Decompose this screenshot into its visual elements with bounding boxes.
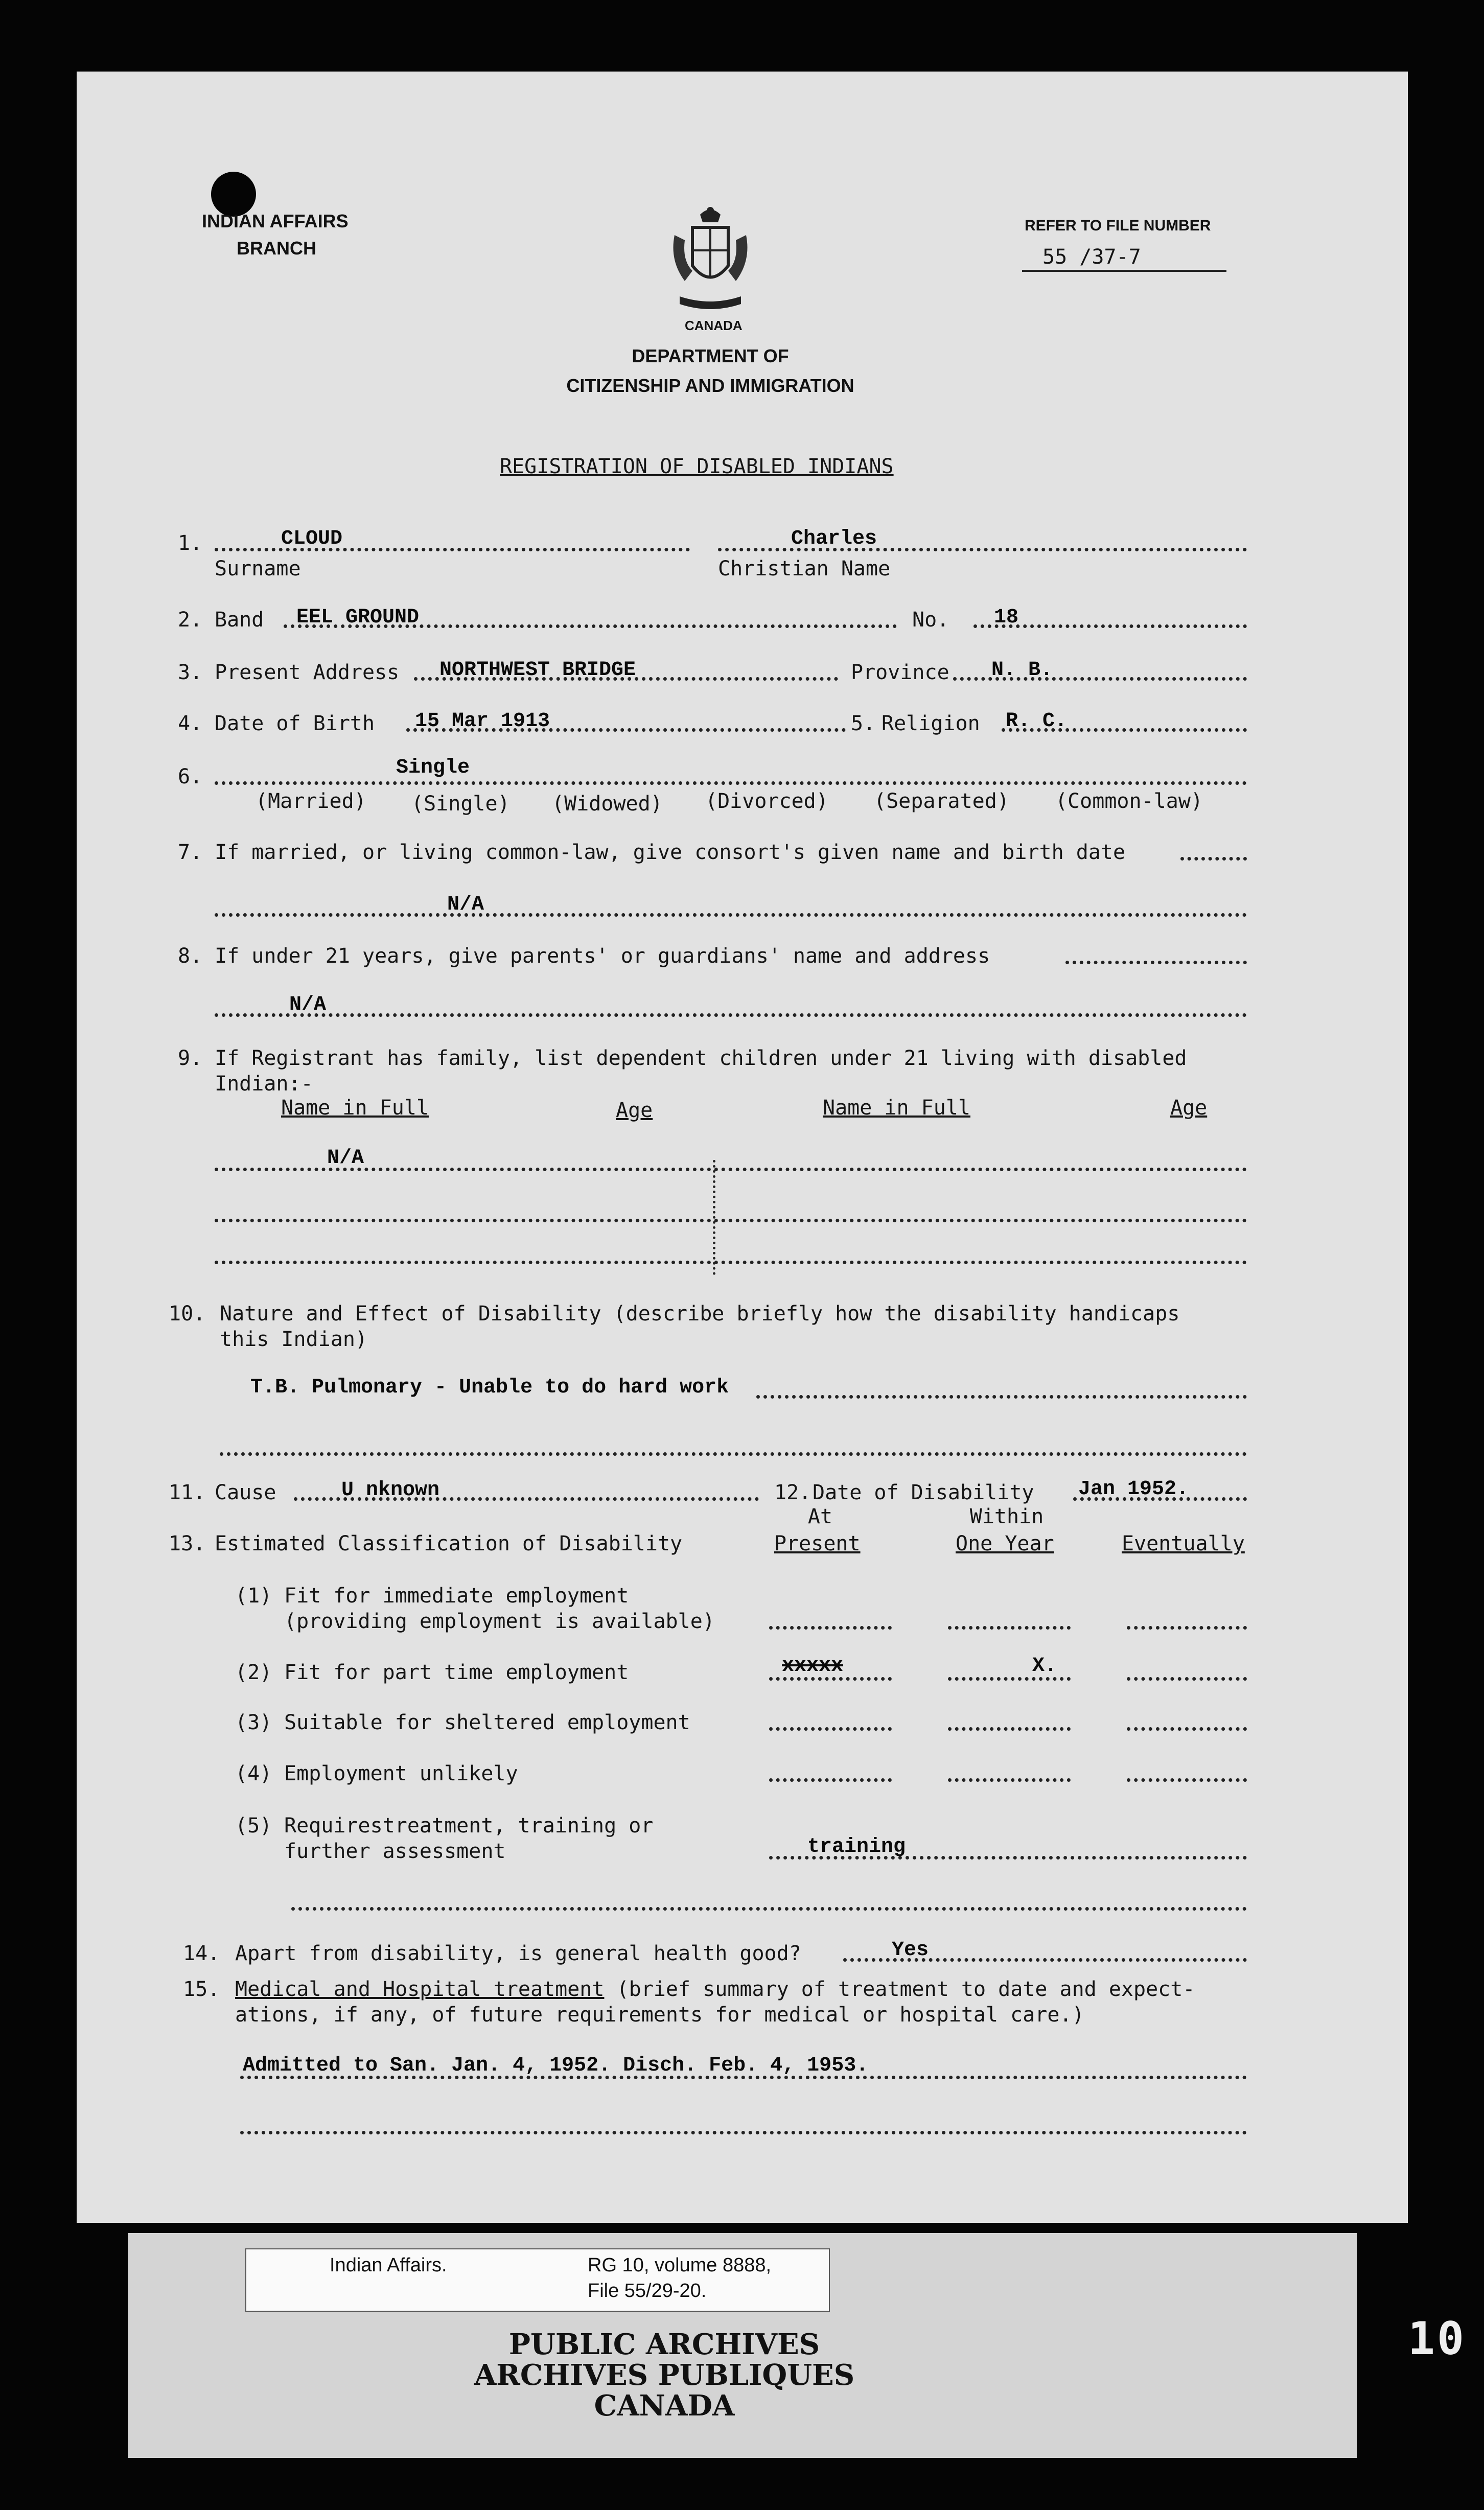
q11-label: Cause: [215, 1481, 276, 1504]
q9-col-age-right: Age: [1170, 1096, 1208, 1120]
q5-number: 5.: [851, 712, 876, 735]
q13-item3-year: [948, 1727, 1071, 1731]
q13-item2-present: [769, 1677, 892, 1681]
q13-item2-line1: Fit for part time employment: [284, 1661, 629, 1684]
q9-col-name-left: Name in Full: [281, 1096, 429, 1120]
coat-of-arms-icon: [664, 204, 756, 322]
q13-item4-present: [769, 1778, 892, 1782]
file-ref-label: REFER TO FILE NUMBER: [1025, 217, 1211, 234]
q2-band-value: EEL GROUND: [296, 606, 420, 629]
q1-christian-label: Christian Name: [718, 557, 891, 580]
q1-surname-label: Surname: [215, 557, 301, 580]
q1-surname-value: CLOUD: [281, 527, 343, 550]
q13-item4-eventually: [1127, 1778, 1247, 1782]
q8-answer-line: [215, 1013, 1247, 1017]
q14-number: 14.: [183, 1942, 220, 1965]
q4-number: 4.: [178, 712, 203, 735]
q7-label-leader: [1180, 857, 1247, 861]
q11-number: 11.: [169, 1481, 206, 1504]
q8-label: If under 21 years, give parents' or guardians' name and address: [215, 944, 990, 968]
q13-item4-line1: Employment unlikely: [284, 1762, 518, 1785]
q10-answer-line-2: [220, 1452, 1247, 1456]
q13-item3-eventually: [1127, 1727, 1247, 1731]
q5-religion-value: R. C.: [1006, 710, 1068, 733]
q15-number: 15.: [183, 1978, 220, 2001]
q13-item1-eventually: [1127, 1626, 1247, 1630]
q15-value: Admitted to San. Jan. 4, 1952. Disch. Feb. 4, 1953.: [243, 2054, 869, 2077]
q3-number: 3.: [178, 661, 203, 684]
q9-col-age-left: Age: [616, 1099, 653, 1122]
q12-label: Date of Disability: [813, 1481, 1034, 1504]
q10-label-line1: Nature and Effect of Disability (describe briefly how the disability handicaps: [220, 1302, 1180, 1326]
q6-number: 6.: [178, 765, 203, 788]
q6-option-common-law: (Common-law): [1055, 789, 1203, 813]
q10-value: T.B. Pulmonary - Unable to do hard work: [250, 1376, 729, 1399]
q12-value: Jan 1952.: [1078, 1478, 1189, 1501]
department-line1: DEPARTMENT OF: [632, 345, 789, 366]
q15-answer-line-2: [240, 2131, 1247, 2134]
q9-row-line-1: [215, 1168, 1247, 1171]
q13-item2-year-mark: X.: [1032, 1655, 1057, 1678]
q7-label: If married, or living common-law, give consort's given name and birth date: [215, 841, 1126, 864]
q9-col-name-right: Name in Full: [823, 1096, 970, 1120]
q9-label-line2: Indian:-: [215, 1072, 313, 1096]
file-ref-underline: [1022, 270, 1226, 272]
q6-option-separated: (Separated): [874, 789, 1009, 813]
q6-option-widowed: (Widowed): [552, 792, 663, 816]
q10-label-line2: this Indian): [220, 1328, 367, 1351]
q6-status-line: [215, 781, 1247, 785]
q13-col2-line1: Within: [969, 1505, 1044, 1528]
q11-value: U nknown: [341, 1479, 440, 1502]
q2-no-value: 18: [994, 606, 1019, 629]
q9-row-line-2: [215, 1219, 1247, 1222]
form-title: REGISTRATION OF DISABLED INDIANS: [500, 455, 894, 478]
q13-item5-line1: Requirestreatment, training or: [284, 1814, 654, 1838]
q13-col2-line2: One Year: [956, 1532, 1054, 1555]
archive-stamp-line2: ARCHIVES PUBLIQUES: [474, 2358, 855, 2392]
q7-answer-line: [215, 913, 1247, 917]
q13-label: Estimated Classification of Disability: [215, 1532, 683, 1555]
q13-item1-line1: Fit for immediate employment: [284, 1584, 629, 1608]
q15-label-line2: ations, if any, of future requirements for medical or hospital care.): [235, 2003, 1084, 2027]
archive-file: File 55/29-20.: [588, 2280, 707, 2302]
archive-stamp-line1: PUBLIC ARCHIVES: [508, 2328, 820, 2361]
branch-name-line1: INDIAN AFFAIRS: [202, 211, 349, 231]
q13-item3-number: (3): [235, 1711, 272, 1734]
q10-answer-line-1: [756, 1395, 1247, 1399]
punch-hole: [211, 172, 256, 217]
department-line2: CITIZENSHIP AND IMMIGRATION: [566, 375, 854, 396]
q13-item5-answer-line-2: [291, 1907, 1247, 1911]
q13-item1-number: (1): [235, 1584, 272, 1608]
q13-item4-year: [948, 1778, 1071, 1782]
q13-item3-present: [769, 1727, 892, 1731]
archive-volume: RG 10, volume 8888,: [588, 2255, 772, 2276]
archive-fonds: Indian Affairs.: [330, 2255, 447, 2276]
q15-label-underlined: Medical and Hospital treatment: [235, 1978, 605, 2001]
q2-no-label: No.: [912, 608, 949, 632]
q6-option-single: (Single): [411, 792, 510, 816]
q8-number: 8.: [178, 944, 203, 968]
q13-number: 13.: [169, 1532, 206, 1555]
q4-dob-value: 15 Mar 1913: [415, 710, 550, 733]
q15-label-rest: (brief summary of treatment to date and expect-: [616, 1978, 1195, 2001]
q2-number: 2.: [178, 608, 203, 632]
archive-stamp-line3: CANADA: [594, 2389, 735, 2423]
q7-value: N/A: [447, 893, 484, 916]
q5-label: Religion: [882, 712, 980, 735]
q6-status-value: Single: [396, 756, 470, 779]
q10-number: 10.: [169, 1302, 206, 1326]
q13-item1-present: [769, 1626, 892, 1630]
q13-col3: Eventually: [1122, 1532, 1245, 1555]
q2-label: Band: [215, 608, 264, 632]
q13-item1-line2: (providing employment is available): [284, 1610, 715, 1633]
q9-column-divider: [713, 1160, 715, 1275]
q13-item1-year: [948, 1626, 1071, 1630]
file-ref-value: 55 /37-7: [1042, 245, 1141, 269]
q14-label: Apart from disability, is general health good?: [235, 1942, 801, 1965]
q15-label: [235, 1978, 1195, 2001]
q9-row-line-3: [215, 1261, 1247, 1264]
q12-number: 12.: [774, 1481, 811, 1504]
q9-number: 9.: [178, 1047, 203, 1070]
q13-item3-line1: Suitable for sheltered employment: [284, 1711, 690, 1734]
q13-item4-number: (4): [235, 1762, 272, 1785]
q13-col1-line2: Present: [774, 1532, 861, 1555]
reel-number: 10: [1408, 2312, 1466, 2365]
q13-col1-line1: At: [807, 1505, 833, 1528]
q13-item5-value: training: [807, 1835, 906, 1858]
crest-caption: CANADA: [685, 318, 743, 333]
q1-christian-value: Charles: [791, 527, 877, 550]
q13-item5-number: (5): [235, 1814, 272, 1838]
q8-label-leader: [1065, 961, 1247, 964]
q13-item5-line2: further assessment: [284, 1840, 506, 1863]
q1-number: 1.: [178, 531, 203, 555]
q13-item2-present-mark: xxxxx: [782, 1655, 844, 1678]
q6-option-divorced: (Divorced): [705, 789, 828, 813]
q3-label: Present Address: [215, 661, 400, 684]
q3-address-value: NORTHWEST BRIDGE: [439, 659, 636, 682]
q14-value: Yes: [892, 1939, 929, 1962]
q3-province-label: Province: [851, 661, 949, 684]
q13-item2-number: (2): [235, 1661, 272, 1684]
q9-value: N/A: [327, 1147, 364, 1170]
q7-number: 7.: [178, 841, 203, 864]
q6-option-married: (Married): [256, 789, 366, 813]
branch-name-line2: BRANCH: [237, 238, 316, 259]
q4-label: Date of Birth: [215, 712, 375, 735]
q13-item2-year: [948, 1677, 1071, 1681]
q13-item2-eventually: [1127, 1677, 1247, 1681]
q8-value: N/A: [289, 993, 327, 1016]
q3-province-value: N. B.: [991, 659, 1053, 682]
q9-label-line1: If Registrant has family, list dependent children under 21 living with disabled: [215, 1047, 1187, 1070]
